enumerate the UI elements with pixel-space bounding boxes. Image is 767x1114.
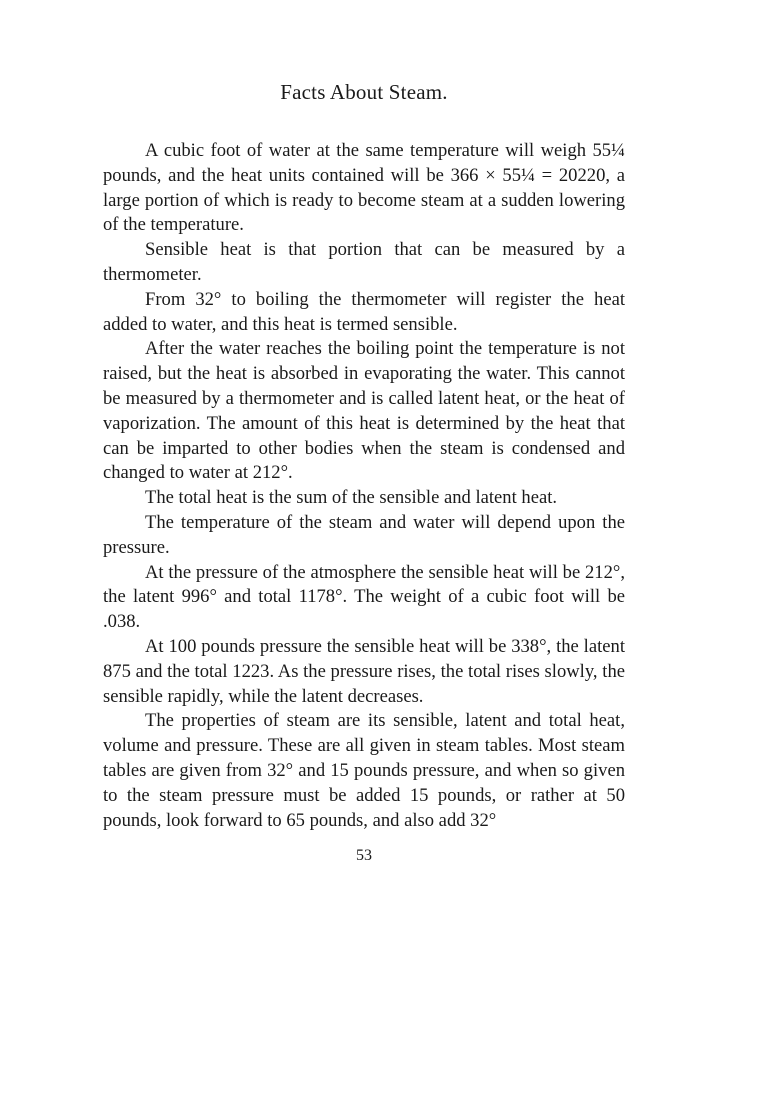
paragraph-pressure-dependence: The temperature of the steam and water will depend upon the pressure. xyxy=(103,511,625,558)
paragraph-100-pounds: At 100 pounds pressure the sensible heat will be 338°, the latent 875 and the total 1223. As the pressure rises, the total rises slowly, the sensible rapidly, while the latent decreases. xyxy=(103,635,625,707)
paragraph-atmosphere: At the pressure of the atmosphere the sensible heat will be 212°, the latent 996° and total 1178°. The weight of a cubic foot will be .038. xyxy=(103,561,625,633)
paragraph-latent-heat: After the water reaches the boiling point the temperature is not raised, but the heat is absorbed in evaporating the water. This cannot be measured by a thermometer and is called latent heat, or the heat of vaporization. The amount of this heat is determined by the heat that can be imparted to other bodies when the steam is condensed and changed to water at 212°. xyxy=(103,338,625,484)
paragraph-thermometer: From 32° to boiling the thermometer will register the heat added to water, and this heat is termed sensible. xyxy=(103,288,625,335)
page-number: 53 xyxy=(356,847,372,865)
paragraph-total-heat: The total heat is the sum of the sensible and latent heat. xyxy=(145,487,558,509)
paragraph-cubic-foot: A cubic foot of water at the same temperature will weigh 55¼ pounds, and the heat units contained will be 366 × 55¼ = 20220, a large portion of which is ready to become steam at a sudden lowering of the temperature. xyxy=(103,140,625,236)
paragraph-steam-tables: The properties of steam are its sensible, latent and total heat, volume and pressure. These are all given in steam tables. Most steam tables are given from 32° and 15 pounds pressure, and when so given to the steam pressure must be added 15 pounds, or rather at 50 pounds, look forward to 65 pounds, and also add 32° xyxy=(103,710,625,831)
page-title: Facts About Steam. xyxy=(280,80,448,104)
book-page xyxy=(103,80,625,865)
body-text xyxy=(103,139,625,833)
paragraph-sensible-heat: Sensible heat is that portion that can be measured by a thermometer. xyxy=(103,239,625,285)
